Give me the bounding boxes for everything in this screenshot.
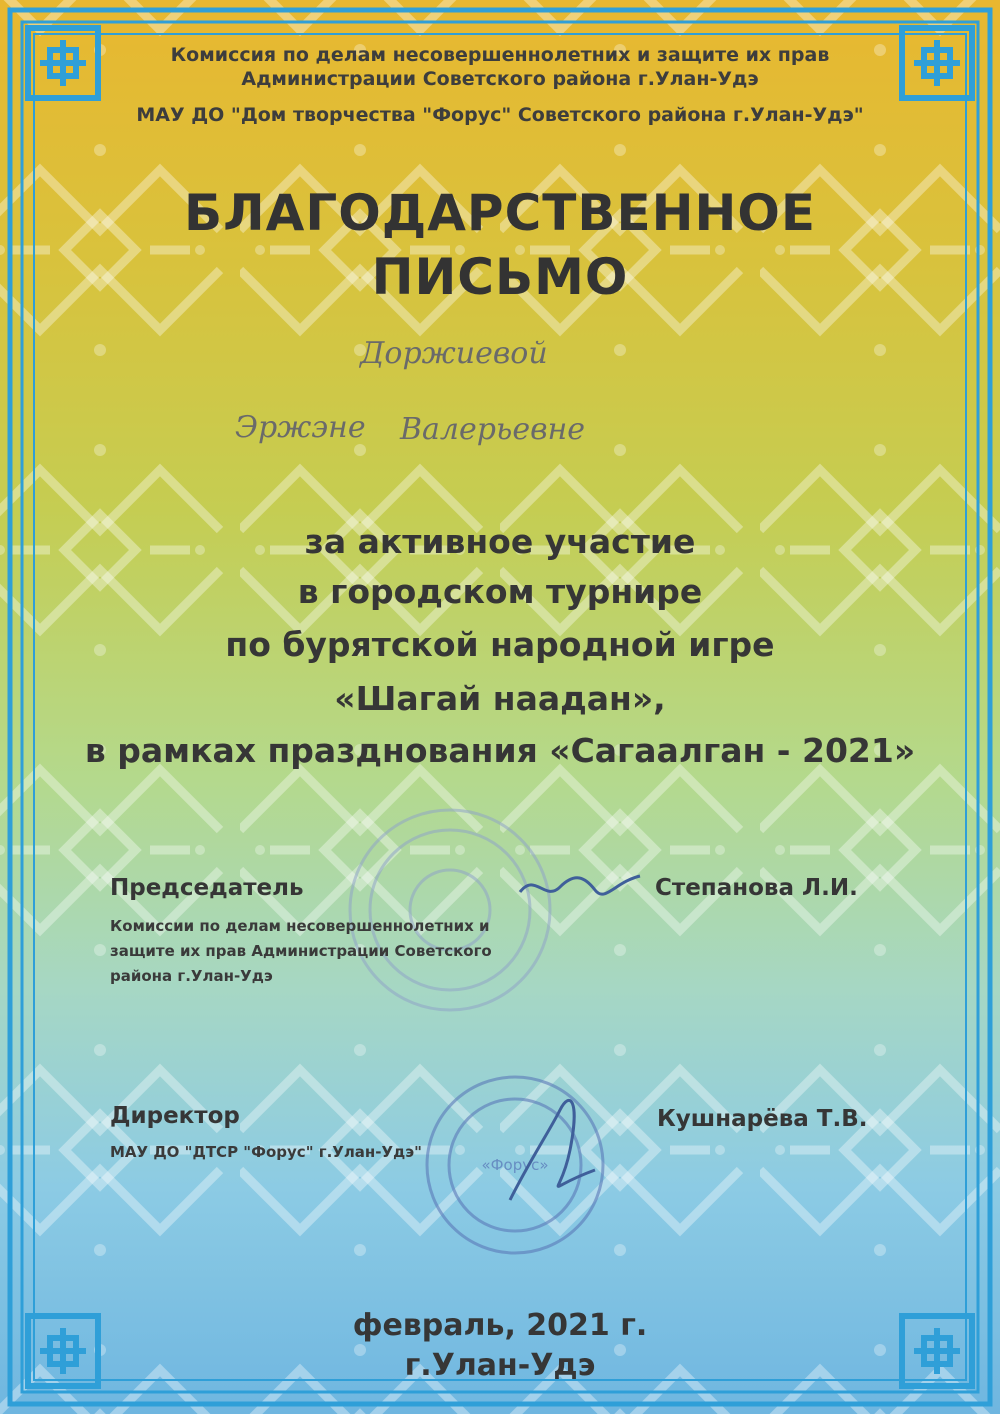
chairman-position bbox=[110, 914, 530, 989]
reason-line5: в рамках празднования «Сагаалган - 2021» bbox=[84, 731, 916, 770]
reason-line1: за активное участие bbox=[304, 522, 696, 561]
issue-city: г.Улан-Удэ bbox=[404, 1348, 596, 1383]
director-position-line1: МАУ ДО "ДТСР "Форус" г.Улан-Удэ" bbox=[110, 1143, 422, 1161]
header-organization: МАУ ДО "Дом творчества "Форус" Советского района г.Улан-Удэ" bbox=[136, 104, 864, 126]
reason-line3: по бурятской народной игре bbox=[225, 625, 775, 664]
chairman-title: Председатель bbox=[110, 875, 304, 901]
recipient-first-name-handwritten: Эржэне bbox=[235, 410, 366, 445]
title-line1: БЛАГОДАРСТВЕННОЕ bbox=[184, 184, 816, 242]
header-commission-line2: Администрации Советского района г.Улан-Удэ bbox=[241, 68, 759, 90]
title-line2: ПИСЬМО bbox=[371, 248, 629, 306]
header-commission-line1: Комиссия по делам несовершеннолетних и защите их прав bbox=[170, 44, 830, 66]
issue-date: февраль, 2021 г. bbox=[352, 1308, 648, 1343]
chairman-position-line3: района г.Улан-Удэ bbox=[110, 967, 273, 985]
chairman-position-line2: защите их прав Администрации Советского bbox=[110, 942, 492, 960]
reason-line4: «Шагай наадан», bbox=[334, 679, 666, 718]
reason-line2: в городском турнире bbox=[297, 572, 703, 611]
stamp-forus-text: «Форус» bbox=[481, 1156, 549, 1174]
recipient-surname-handwritten: Доржиевой bbox=[360, 336, 548, 371]
recipient-patronymic-handwritten: Валерьевне bbox=[400, 412, 586, 447]
signature-chairman bbox=[515, 862, 645, 912]
director-name: Кушнарёва Т.В. bbox=[657, 1106, 868, 1132]
director-position bbox=[110, 1140, 530, 1165]
chairman-position-line1: Комиссии по делам несовершеннолетних и bbox=[110, 917, 490, 935]
chairman-name: Степанова Л.И. bbox=[655, 875, 858, 901]
director-title: Директор bbox=[110, 1103, 240, 1129]
